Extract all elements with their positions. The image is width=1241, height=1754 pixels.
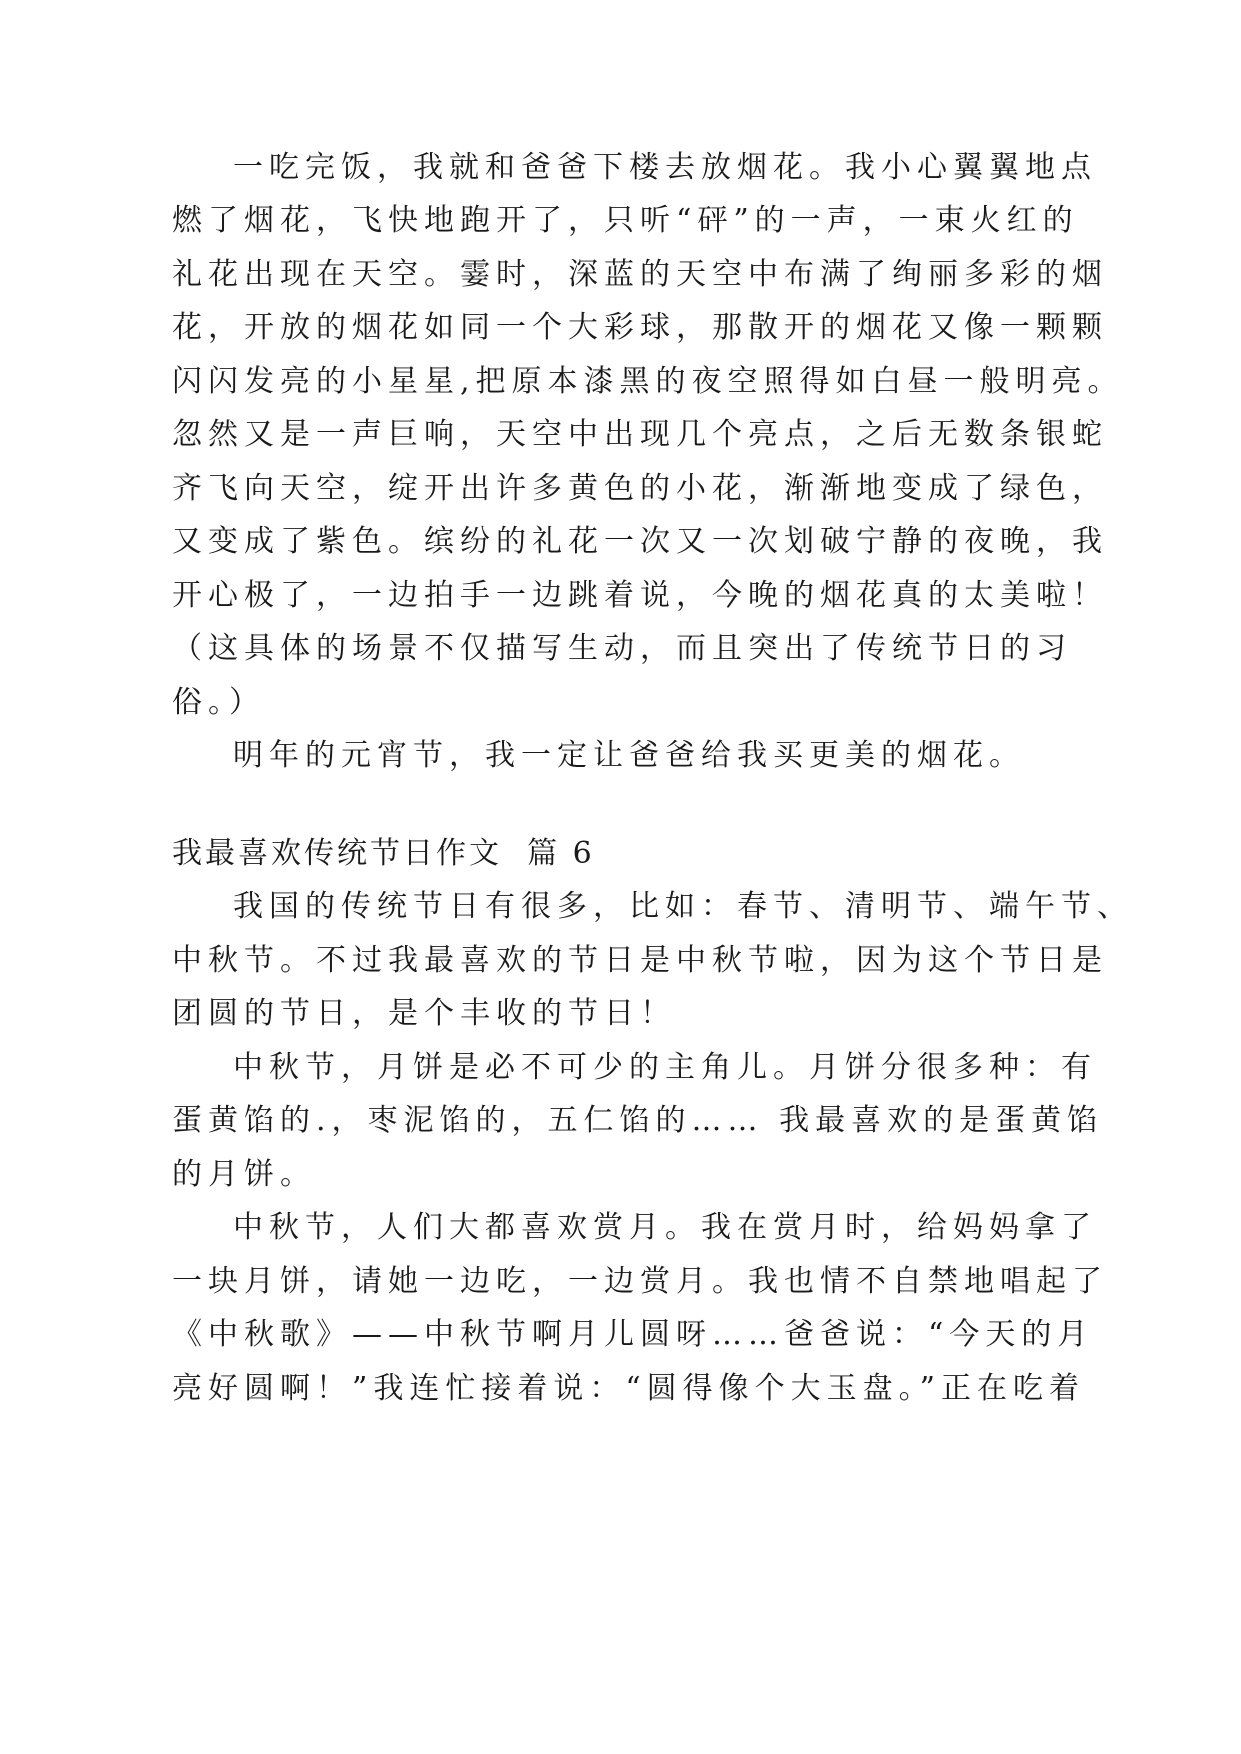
paragraph-line: 开心极了，一边拍手一边跳着说，今晚的烟花真的太美啦！ (172, 578, 1108, 613)
paragraph-line: 蛋黄馅的.，枣泥馅的，五仁馅的…… 我最喜欢的是蛋黄馅 (172, 1103, 1104, 1138)
paragraph-line: 俗。） (172, 685, 265, 720)
paragraph-line: 齐飞向天空，绽开出许多黄色的小花，渐渐地变成了绿色， (172, 471, 1108, 506)
paragraph-line: 亮好圆啊！”我连忙接着说：“圆得像个大玉盘。”正在吃着 (172, 1371, 1086, 1406)
paragraph-line: （这具体的场景不仅描写生动，而且突出了传统节日的习 (172, 631, 1072, 666)
paragraph-line: 又变成了紫色。缤纷的礼花一次又一次划破宁静的夜晚，我 (172, 524, 1108, 559)
paragraph-line: 闪闪发亮的小星星,把原本漆黑的夜空照得如白昼一般明亮。 (172, 364, 1124, 399)
paragraph-line: 我国的传统节日有很多，比如：春节、清明节、端午节、 (233, 889, 1133, 924)
paragraph-line: 一吃完饭，我就和爸爸下楼去放烟花。我小心翼翼地点 (233, 150, 1097, 185)
paragraph-line: 明年的元宵节，我一定让爸爸给我买更美的烟花。 (233, 738, 1025, 773)
paragraph-line: 花，开放的烟花如同一个大彩球，那散开的烟花又像一颗颗 (172, 310, 1108, 345)
paragraph-line: 中秋节，人们大都喜欢赏月。我在赏月时，给妈妈拿了 (233, 1210, 1097, 1245)
paragraph-line: 忽然又是一声巨响，天空中出现几个亮点，之后无数条银蛇 (172, 417, 1108, 452)
paragraph-line: 团圆的节日，是个丰收的节日！ (172, 996, 676, 1031)
paragraph-line: 的月饼。 (172, 1157, 316, 1192)
section-heading: 我最喜欢传统节日作文 篇 6 (172, 836, 595, 871)
paragraph-line: 燃了烟花，飞快地跑开了，只听“砰”的一声，一束火红的 (172, 203, 1079, 238)
paragraph-line: 《中秋歌》——中秋节啊月儿圆呀……爸爸说：“今天的月 (172, 1317, 1094, 1352)
paragraph-line: 中秋节，月饼是必不可少的主角儿。月饼分很多种：有 (233, 1050, 1097, 1085)
paragraph-line: 一块月饼，请她一边吃，一边赏月。我也情不自禁地唱起了 (172, 1264, 1108, 1299)
paragraph-line: 礼花出现在天空。霎时，深蓝的天空中布满了绚丽多彩的烟 (172, 257, 1108, 292)
paragraph-line: 中秋节。不过我最喜欢的节日是中秋节啦，因为这个节日是 (172, 943, 1108, 978)
